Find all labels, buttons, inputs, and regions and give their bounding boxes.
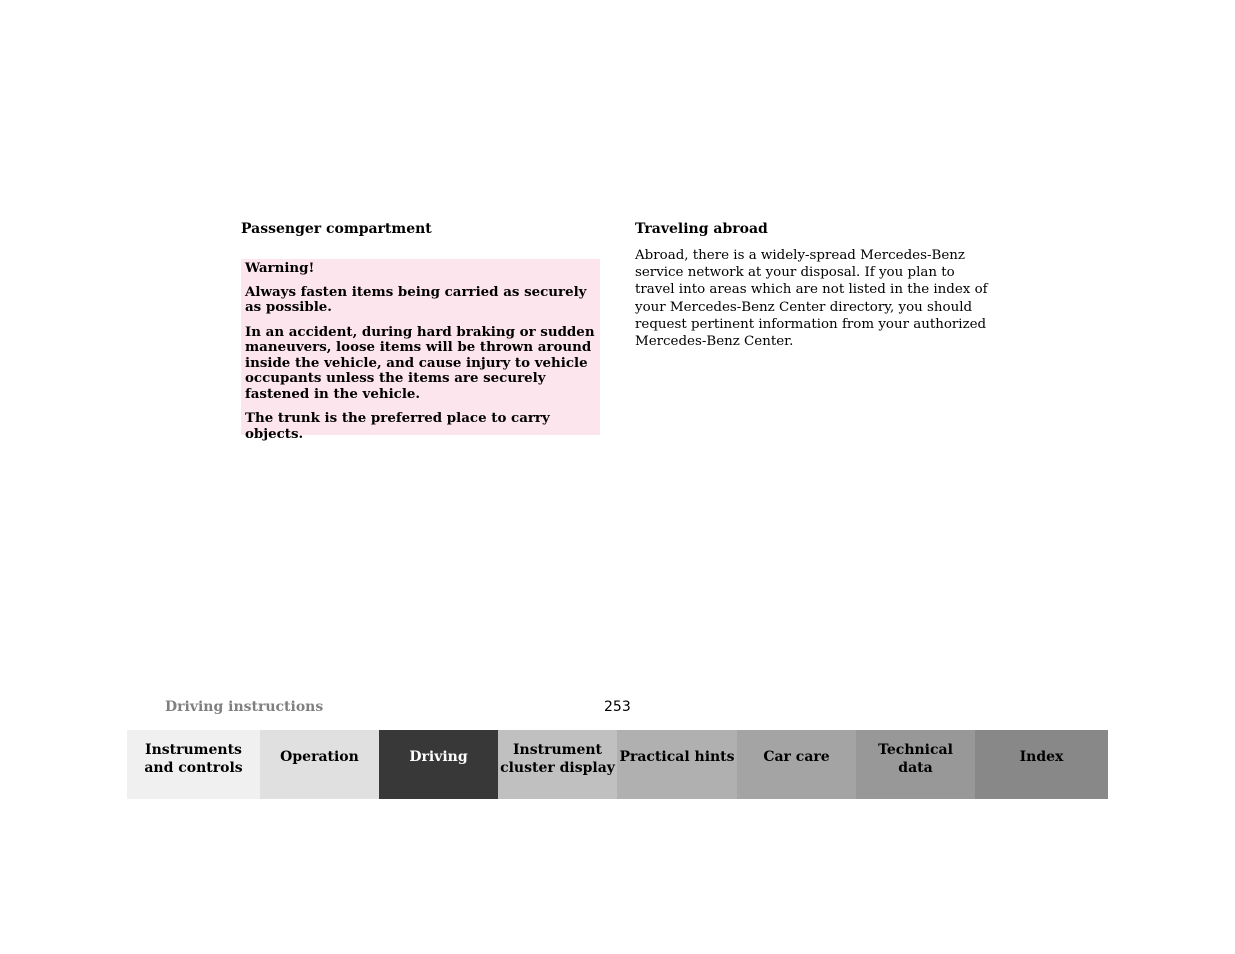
section-heading-traveling-abroad: Traveling abroad [635, 221, 768, 237]
chapter-nav-bar [127, 730, 1108, 799]
tab-driving[interactable] [379, 730, 498, 799]
tab-instrument-cluster-display[interactable] [498, 730, 617, 799]
warning-title: Warning! [245, 260, 315, 276]
tab-operation[interactable] [260, 730, 379, 799]
tab-label: Instrument cluster display [500, 742, 615, 776]
tab-label: Instruments and controls [144, 742, 243, 776]
tab-label: Practical hints [619, 749, 735, 765]
traveling-abroad-body: Abroad, there is a widely-spread Mercedes-Benz service network at your disposal. If you plan to travel into areas which are not listed in the index of your Mercedes-Benz Center directory, you should request pertinent information from your authorized Mercedes-Benz Center. [635, 248, 988, 350]
tab-instruments-and-controls[interactable] [127, 730, 260, 799]
tab-index[interactable] [975, 730, 1108, 799]
warning-paragraph: In an accident, during hard braking or sudden maneuvers, loose items will be thrown around inside the vehicle, and cause injury to vehicle occupants unless the items are securely fastened in the vehicle. [245, 323, 595, 402]
tab-label: Car care [763, 749, 830, 765]
tab-label: Driving [409, 749, 468, 765]
tab-label: Technical data [878, 742, 953, 776]
section-heading-passenger-compartment: Passenger compartment [241, 221, 432, 237]
tab-technical-data[interactable] [856, 730, 975, 799]
warning-paragraph: The trunk is the preferred place to carry objects. [245, 410, 550, 442]
warning-box [241, 259, 600, 442]
footer-section-title: Driving instructions [165, 699, 324, 715]
tab-car-care[interactable] [737, 730, 856, 799]
tab-practical-hints[interactable] [617, 730, 737, 799]
tab-label: Index [1019, 749, 1064, 765]
warning-paragraph: Always fasten items being carried as securely as possible. [245, 283, 587, 315]
page-number: 253 [604, 699, 631, 715]
tab-label: Operation [280, 749, 359, 765]
